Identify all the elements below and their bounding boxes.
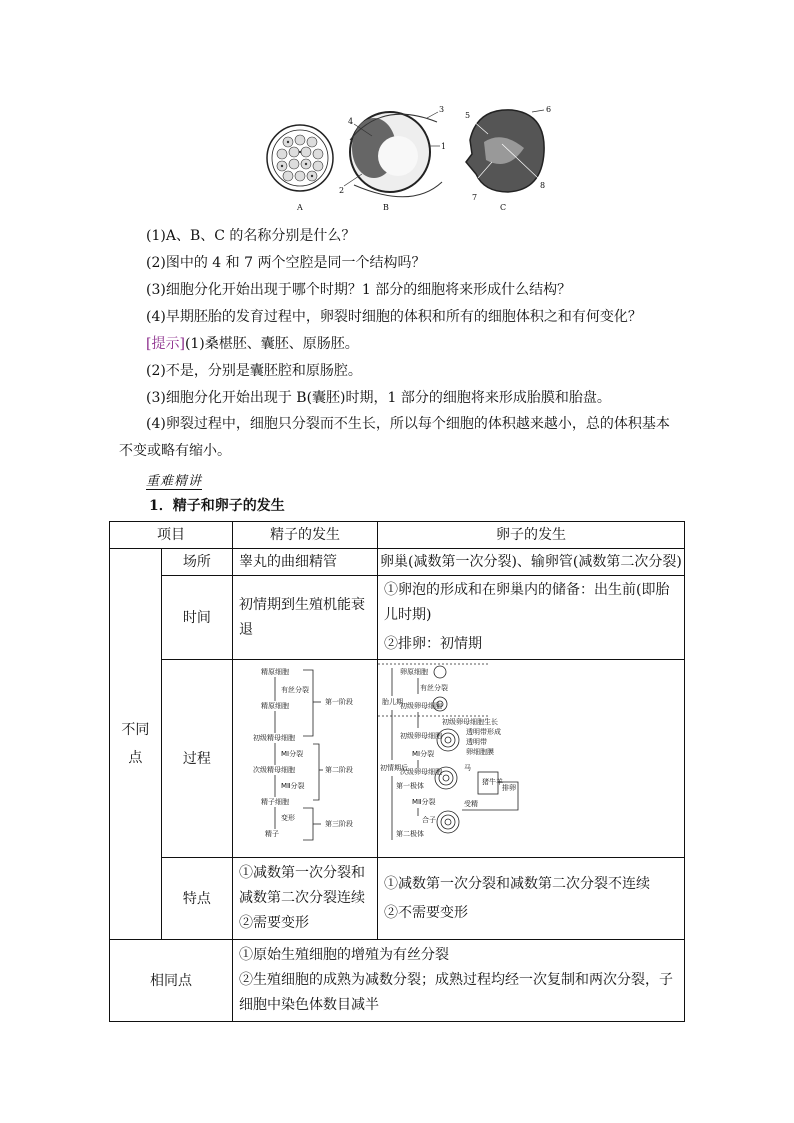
feature-sperm-2: ②需要变形 [238, 915, 309, 931]
sperm-s1: 精原细胞 [260, 668, 289, 676]
egg-fetal: 胎儿期 [381, 698, 403, 706]
egg-e11: 马 [463, 764, 471, 772]
egg-e8: 初级卵母细胞 [399, 732, 442, 740]
egg-e13: 排卵 [501, 784, 516, 792]
process-label: 过程 [161, 660, 232, 858]
question-2: (2)图中的 4 和 7 两个空腔是同一个结构吗？ [146, 255, 426, 271]
sperm-s3: 初级精母细胞 [252, 734, 295, 742]
feature-egg-1: ①减数第一次分裂和减数第二次分裂不连续 [383, 875, 650, 892]
sperm-p3: 第三阶段 [324, 820, 353, 828]
egg-e3: 初级卵母细胞 [399, 702, 442, 710]
label-8: 8 [540, 181, 546, 190]
label-5: 5 [465, 111, 471, 120]
section-title: 1．精子和卵子的发生 [149, 498, 285, 514]
same-1: ①原始生殖细胞的增殖为有丝分裂 [238, 947, 449, 963]
sperm-t4: 变形 [280, 814, 295, 822]
place-sperm: 睾丸的曲细精管 [232, 549, 377, 576]
feature-sperm-1: ①减数第一次分裂和减数第二次分裂连续 [238, 865, 365, 906]
same-label: 相同点 [110, 940, 233, 1022]
label-3: 3 [439, 105, 445, 114]
egg-e15: 受精 [463, 800, 478, 808]
time-label: 时间 [161, 576, 232, 660]
feature-egg-2: ②不需要变形 [383, 904, 468, 921]
egg-e2: 有丝分裂 [419, 684, 448, 692]
key-points-stamp: 重难精讲 [146, 470, 202, 490]
egg-e10: 次级卵母细胞 [399, 768, 442, 776]
sperm-t1: 有丝分裂 [280, 686, 309, 694]
egg-process-diagram [378, 660, 684, 850]
label-2: 2 [339, 186, 345, 195]
egg-e6: 透明带 [465, 738, 487, 746]
sperm-s2: 精原细胞 [260, 702, 289, 710]
answer-2: (2)不是，分别是囊胚腔和原肠腔。 [146, 363, 362, 379]
egg-e7: 卵细胞膜 [465, 748, 494, 756]
label-6: 6 [546, 105, 552, 114]
sperm-p1: 第一阶段 [324, 698, 353, 706]
question-1: (1)A、B、C 的名称分别是什么？ [146, 228, 356, 244]
diff-label: 不同点 [110, 549, 162, 940]
egg-e17: 第二极体 [395, 830, 424, 838]
label-1: 1 [441, 142, 447, 151]
answer-3: (3)细胞分化开始出现于 B(囊胚)时期，1 部分的细胞将来形成胎膜和胎盘。 [146, 390, 611, 406]
morula-drawing [267, 125, 333, 191]
label-C: C [500, 203, 507, 212]
egg-e5: 透明带形成 [465, 728, 501, 736]
egg-e14: MⅡ分裂 [411, 798, 436, 806]
label-B: B [383, 203, 389, 212]
same-content [232, 940, 684, 1022]
time-egg-1: ①卵泡的形成和在卵巢内的储备：出生前(即胎儿时期) [383, 582, 670, 623]
time-egg-2: ②排卵：初情期 [383, 636, 482, 652]
blastocyst-drawing [344, 112, 442, 197]
egg-e4: 初级卵母细胞生长 [441, 718, 498, 726]
label-4: 4 [348, 117, 354, 126]
question-4: (4)早期胚胎的发育过程中，卵裂时细胞的体积和所有的细胞体积之和有何变化？ [146, 309, 642, 325]
gastrula-drawing [466, 110, 544, 192]
time-egg [377, 576, 684, 660]
label-7: 7 [472, 193, 478, 202]
answer-1 [146, 334, 359, 354]
sperm-t2: MⅠ分裂 [280, 750, 304, 758]
answer-1-text: (1)桑椹胚、囊胚、原肠胚。 [184, 336, 359, 352]
sperm-process-diagram [233, 660, 377, 850]
sperm-p2: 第二阶段 [324, 766, 353, 774]
hint-label: [提示] [146, 336, 185, 352]
sperm-process-cell [232, 660, 377, 858]
place-egg: 卵巢(减数第一次分裂)、输卵管(减数第二次分裂) [377, 549, 684, 576]
egg-e9: MⅠ分裂 [411, 750, 435, 758]
egg-e12: 第一极体 [395, 782, 424, 790]
egg-e1: 卵原细胞 [399, 668, 428, 676]
comparison-table [109, 521, 685, 1022]
answer-4: (4)卵裂过程中，细胞只分裂而不生长，所以每个细胞的体积越来越小，总的体积基本不变或略有缩小。 [119, 416, 670, 459]
place-label: 场所 [161, 549, 232, 576]
header-egg: 卵子的发生 [377, 522, 684, 549]
sperm-t3: MⅡ分裂 [280, 782, 305, 790]
label-A: A [297, 203, 303, 212]
time-sperm: 初情期到生殖机能衰退 [232, 576, 377, 660]
header-sperm: 精子的发生 [232, 522, 377, 549]
feature-label: 特点 [161, 858, 232, 940]
sperm-s4: 次级精母细胞 [252, 766, 295, 774]
feature-egg [377, 858, 684, 940]
egg-process-cell [377, 660, 684, 858]
header-item: 项目 [110, 522, 233, 549]
egg-e16: 合子 [421, 816, 436, 824]
sperm-s5: 精子细胞 [260, 798, 289, 806]
same-2: ②生殖细胞的成熟为减数分裂；成熟过程均经一次复制和两次分裂，子细胞中染色体数目减半 [238, 972, 673, 1013]
embryo-figure [262, 100, 554, 220]
feature-sperm [232, 858, 377, 940]
question-3: (3)细胞分化开始出现于哪个时期？1 部分的细胞将来形成什么结构？ [146, 282, 572, 298]
egg-puberty: 初情期后 [379, 764, 408, 772]
egg-animals: 猪牛羊 [481, 778, 503, 786]
sperm-s6: 精子 [264, 830, 279, 838]
